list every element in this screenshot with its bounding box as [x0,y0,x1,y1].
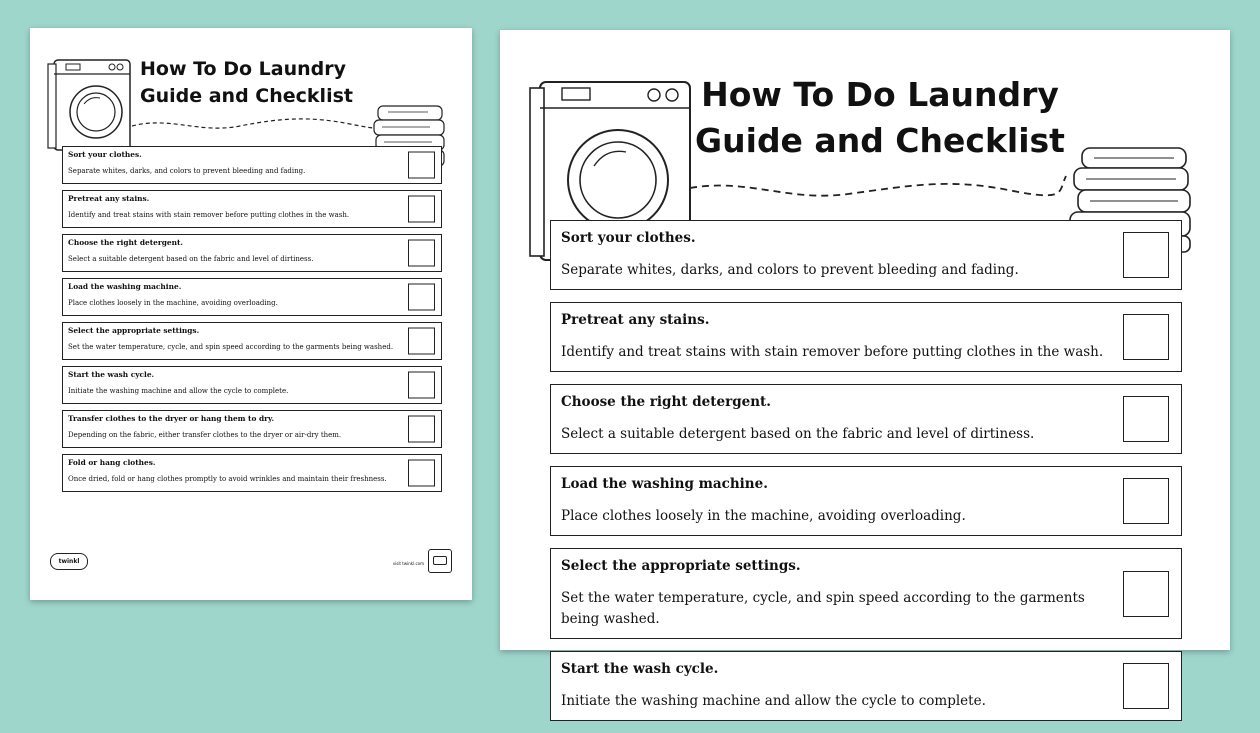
badge-icon [428,549,452,573]
page-title [680,72,1080,164]
item-checkbox[interactable] [1123,478,1169,524]
checklist-item [550,302,1182,372]
item-checkbox[interactable] [1123,663,1169,709]
checklist-item [550,548,1182,639]
item-checkbox[interactable] [408,152,435,179]
checklist-item [62,146,442,184]
item-title: Load the washing machine. [561,476,768,492]
item-checkbox[interactable] [408,460,435,487]
item-desc: Set the water temperature, cycle, and spin speed according to the garments being washed. [561,590,1085,627]
title-line-1: How To Do Laundry [140,58,347,80]
title-line-2: Guide and Checklist [695,121,1065,160]
item-title: Pretreat any stains. [561,312,710,328]
checklist-item [62,190,442,228]
checklist-item [550,466,1182,536]
checklist-item [550,220,1182,290]
item-checkbox[interactable] [408,372,435,399]
item-checkbox[interactable] [408,328,435,355]
dashed-divider [130,108,390,138]
item-desc: Initiate the washing machine and allow the cycle to complete. [561,693,986,709]
item-title: Choose the right detergent. [68,238,183,247]
checklist-item [62,278,442,316]
checklist-item [62,322,442,360]
item-desc: Place clothes loosely in the machine, avoiding overloading. [561,508,966,524]
title-line-2: Guide and Checklist [140,85,353,107]
worksheet-preview-large [500,30,1230,709]
item-desc: Identify and treat stains with stain remover before putting clothes in the wash. [561,344,1104,360]
footer-url: visit twinkl.com [392,561,424,566]
item-checkbox[interactable] [1123,314,1169,360]
item-title: Start the wash cycle. [561,661,719,677]
item-desc: Separate whites, darks, and colors to prevent bleeding and fading. [561,262,1019,278]
item-title: Pretreat any stains. [68,194,150,203]
item-desc: Once dried, fold or hang clothes promptly to avoid wrinkles and maintain their freshness. [68,475,387,483]
checklist-item [550,384,1182,454]
item-desc: Depending on the fabric, either transfer clothes to the dryer or air-dry them. [68,431,342,439]
checklist-item [62,454,442,492]
item-checkbox[interactable] [408,416,435,443]
item-desc: Select a suitable detergent based on the fabric and level of dirtiness. [68,255,314,263]
item-title: Load the washing machine. [68,282,182,291]
item-title: Fold or hang clothes. [68,458,156,467]
item-checkbox[interactable] [1123,396,1169,442]
item-desc: Select a suitable detergent based on the fabric and level of dirtiness. [561,426,1035,442]
item-title: Select the appropriate settings. [561,558,801,574]
item-checkbox[interactable] [408,240,435,267]
item-checkbox[interactable] [408,284,435,311]
item-title: Sort your clothes. [68,150,142,159]
item-checkbox[interactable] [1123,571,1169,617]
item-title: Start the wash cycle. [68,370,155,379]
item-title: Select the appropriate settings. [68,326,200,335]
page-title [140,56,353,110]
checklist-item [62,366,442,404]
checklist-item [62,234,442,272]
item-desc: Separate whites, darks, and colors to prevent bleeding and fading. [68,167,306,175]
worksheet-preview-small [30,28,472,600]
item-checkbox[interactable] [408,196,435,223]
item-checkbox[interactable] [1123,232,1169,278]
washing-machine-icon [46,56,136,154]
item-title: Sort your clothes. [561,230,696,246]
dashed-divider [688,168,1068,208]
checklist [550,220,1182,733]
item-desc: Identify and treat stains with stain remover before putting clothes in the wash. [68,211,350,219]
item-desc: Set the water temperature, cycle, and spin speed according to the garments being washed. [68,343,394,351]
checklist-item [550,651,1182,721]
item-desc: Place clothes loosely in the machine, avoiding overloading. [68,299,278,307]
checklist-item [62,410,442,448]
brand-logo: twinkl [50,553,88,570]
checklist [62,146,442,498]
title-line-1: How To Do Laundry [701,75,1059,114]
item-desc: Initiate the washing machine and allow the cycle to complete. [68,387,289,395]
item-title: Transfer clothes to the dryer or hang them to dry. [68,414,275,423]
item-title: Choose the right detergent. [561,394,771,410]
